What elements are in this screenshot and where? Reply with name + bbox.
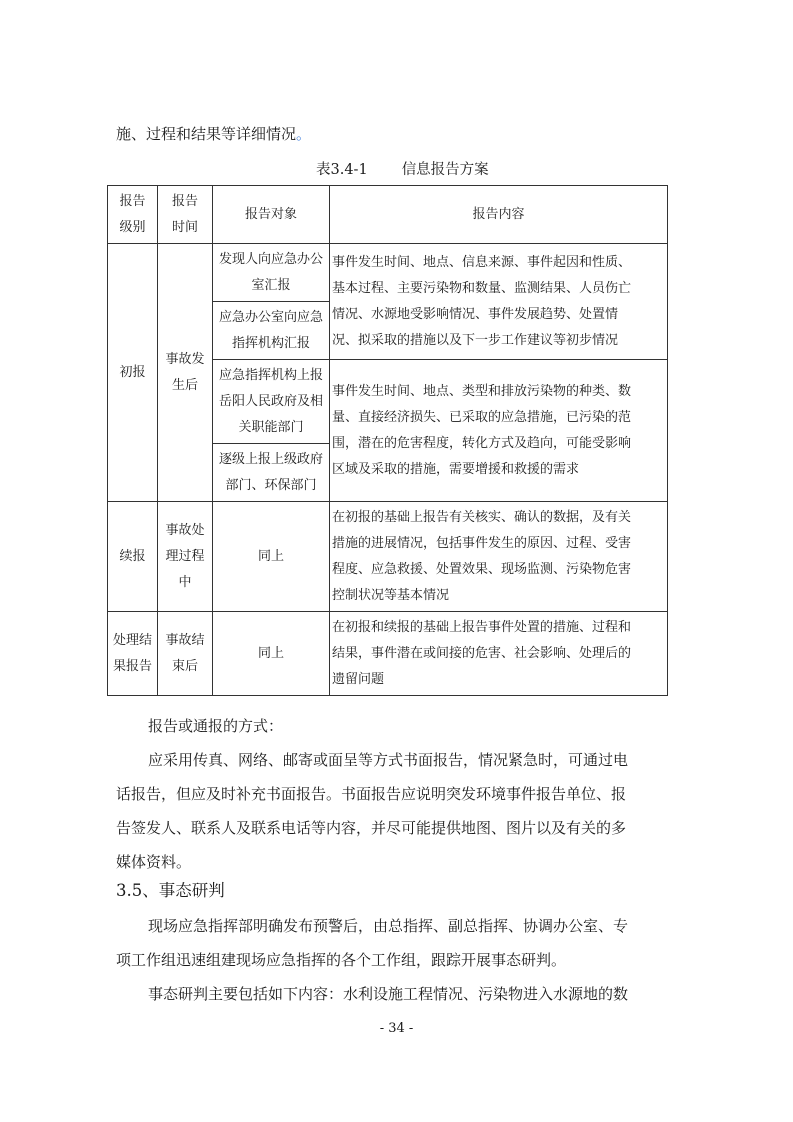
cell-text: 事件发生时间、地点、信息来源、事件起因和性质、 (332, 254, 632, 270)
cell-time-followup (158, 502, 213, 612)
cell-text: 处理结 (112, 632, 152, 648)
header-time (158, 186, 213, 244)
cell-target (213, 244, 330, 302)
cell-text: 措施的进展情况，包括事件发生的原因、过程、受害 (332, 535, 632, 551)
cell-text: 关职能部门 (238, 419, 304, 435)
cell-text: 遗留问题 (332, 671, 385, 687)
cell-text: 逐级上报上级政府 (218, 451, 323, 467)
cell-content (330, 360, 668, 502)
cell-time-initial (158, 244, 213, 502)
table-title: 信息报告方案 (401, 162, 489, 178)
table-caption (316, 160, 489, 180)
cell-content (330, 502, 668, 612)
cell-text: 应急办公室向应急 (218, 309, 323, 325)
report-method-line: 话报告，但应及时补充书面报告。书面报告应说明突发环境事件报告单位、报 (116, 785, 627, 803)
cell-content (330, 612, 668, 696)
cell-text: 事故处 (165, 522, 205, 538)
section-paragraph-line: 现场应急指挥部明确发布预警后，由总指挥、副总指挥、协调办公室、专 (148, 917, 629, 935)
cell-text: 岳阳人民政府及相 (218, 393, 323, 409)
header-content: 报告内容 (330, 186, 668, 244)
cell-level-initial: 初报 (108, 244, 158, 502)
cell-target: 同上 (213, 612, 330, 696)
report-method-line: 媒体资料。 (116, 853, 192, 871)
cell-text: 在初报的基础上报告有关核实、确认的数据，及有关 (332, 509, 632, 525)
cell-time-result (158, 612, 213, 696)
cell-text: 应急指挥机构上报 (218, 367, 323, 383)
cell-level-followup: 续报 (108, 502, 158, 612)
cell-text: 生后 (171, 377, 198, 393)
top-paragraph-line (116, 124, 311, 144)
table-row (108, 244, 668, 302)
report-method-line: 告签发人、联系人及联系电话等内容，并尽可能提供地图、图片以及有关的多 (116, 819, 627, 837)
header-text: 报告时间 (171, 193, 198, 235)
table-row (108, 612, 668, 696)
section-paragraph-line: 项工作组迅速组建现场应急指挥的各个工作组，跟踪开展事态研判。 (116, 951, 567, 969)
blue-period-mark: 。 (296, 125, 312, 143)
cell-text: 况、拟采取的措施以及下一步工作建议等初步情况 (332, 332, 619, 348)
cell-level-result (108, 612, 158, 696)
cell-text: 情况、水源地受影响情况、事件发展趋势、处置情 (332, 306, 619, 322)
cell-text: 事故结 (165, 632, 205, 648)
table-header-row (108, 186, 668, 244)
cell-text: 控制状况等基本情况 (332, 587, 450, 603)
page-number: - 34 - (379, 1021, 414, 1036)
cell-text: 室汇报 (251, 277, 291, 293)
cell-target (213, 360, 330, 444)
cell-text: 程度、应急救援、处置效果、现场监测、污染物危害 (332, 561, 632, 577)
section-paragraph-line: 事态研判主要包括如下内容：水利设施工程情况、污染物进入水源地的数 (148, 985, 629, 1003)
cell-text: 基本过程、主要污染物和数量、监测结果、人员伤亡 (332, 280, 632, 296)
cell-target (213, 444, 330, 502)
table-row (108, 502, 668, 612)
cell-text: 围，潜在的危害程度，转化方式及趋向，可能受影响 (332, 435, 632, 451)
cell-text: 事故发 (165, 351, 205, 367)
info-report-table (107, 185, 668, 696)
cell-target (213, 302, 330, 360)
header-text: 报告级别 (119, 193, 146, 235)
cell-text: 理过程 (165, 548, 205, 564)
cell-text: 指挥机构汇报 (231, 335, 310, 351)
cell-content (330, 244, 668, 360)
cell-text: 在初报和续报的基础上报告事件处置的措施、过程和 (332, 619, 632, 635)
cell-text: 发现人向应急办公 (218, 251, 323, 267)
table-number: 表3.4-1 (316, 162, 368, 178)
header-level (108, 186, 158, 244)
cell-text: 量、直接经济损失、已采取的应急措施，已污染的范 (332, 409, 632, 425)
header-target: 报告对象 (213, 186, 330, 244)
report-method-label: 报告或通报的方式： (148, 717, 284, 735)
cell-text: 事件发生时间、地点、类型和排放污染物的种类、数 (332, 383, 632, 399)
top-line-text: 施、过程和结果等详细情况 (116, 125, 297, 143)
cell-text: 结果，事件潜在或间接的危害、社会影响、处理后的 (332, 645, 632, 661)
report-method-line: 应采用传真、网络、邮寄或面呈等方式书面报告，情况紧急时，可通过电 (148, 751, 629, 769)
cell-text: 束后 (171, 658, 198, 674)
cell-text: 区域及采取的措施，需要增援和救援的需求 (332, 461, 580, 477)
cell-text: 果报告 (112, 658, 152, 674)
cell-text: 中 (178, 574, 192, 590)
cell-text: 部门、环保部门 (225, 477, 317, 493)
section-heading: 3.5、事态研判 (116, 881, 225, 900)
cell-target: 同上 (213, 502, 330, 612)
